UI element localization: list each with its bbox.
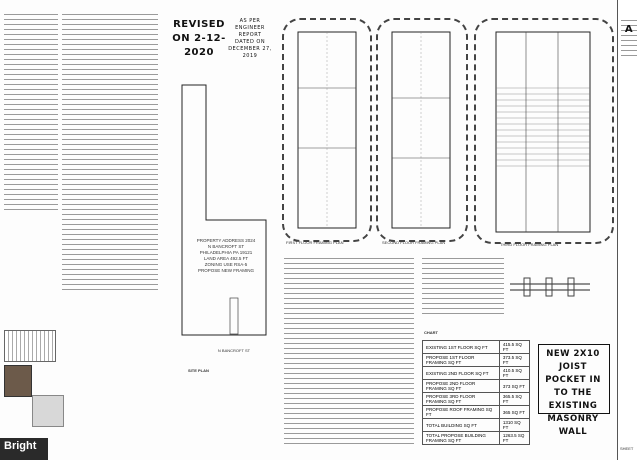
- watermark-logo: Bright: [0, 438, 48, 460]
- site-plan-drawing: [170, 80, 280, 380]
- first-floor-framing-plan: [292, 28, 362, 233]
- area-label-cell: TOTAL BUILDING SQ FT: [423, 419, 500, 432]
- street-elevation-sketch: [4, 330, 56, 362]
- location-map: [32, 395, 64, 427]
- area-value-cell: 373.5 SQ FT: [499, 354, 529, 367]
- area-value-cell: 365 SQ FT: [499, 406, 529, 419]
- revised-note: REVISED ON 2-12-2020: [172, 19, 226, 58]
- area-row: [423, 380, 530, 393]
- area-label-cell: EXISTING 1ST FLOOR SQ FT: [423, 341, 500, 354]
- area-row: [423, 393, 530, 406]
- area-chart-title: CHART: [424, 330, 438, 335]
- area-value-cell: 410.5 SQ FT: [499, 367, 529, 380]
- first-floor-plan-title: FIRST FLOOR FRAMING PLAN: [286, 240, 344, 245]
- area-label-cell: PROPOSE ROOF FRAMING SQ FT: [423, 406, 500, 419]
- area-label-cell: TOTAL PROPOSE BUILDING FRAMING SQ FT: [423, 432, 500, 445]
- joist-pocket-note: NEW 2X10 JOIST POCKET IN TO THE EXISTING MASONRY WALL: [545, 349, 601, 437]
- area-row: [423, 432, 530, 445]
- engineer-report-note: AS PER ENGINEER REPORT DATED ON DECEMBER 27, 2019: [228, 18, 272, 59]
- joist-pocket-detail: [506, 262, 594, 312]
- structural-notes-right: [422, 258, 504, 318]
- facade-photo: [4, 365, 32, 397]
- structural-notes: [284, 258, 414, 448]
- title-block: [617, 0, 640, 460]
- area-label-cell: EXISTING 2ND FLOOR SQ FT: [423, 367, 500, 380]
- street-label: N BANCROFT ST: [217, 348, 251, 353]
- second-floor-plan-title: SECOND FLOOR FRAMING PLAN: [382, 240, 446, 245]
- area-value-cell: 365.5 SQ FT: [499, 393, 529, 406]
- area-row: [423, 367, 530, 380]
- area-row: [423, 406, 530, 419]
- area-value-cell: 1263.5 SQ FT: [499, 432, 529, 445]
- area-value-cell: 1310 SQ FT: [499, 419, 529, 432]
- area-label-cell: PROPOSE 2ND FLOOR FRAMING SQ FT: [423, 380, 500, 393]
- site-plan-title: SITE PLAN: [188, 368, 209, 373]
- area-row: [423, 354, 530, 367]
- sheet-label: SHEET: [620, 446, 634, 451]
- area-label-cell: PROPOSE 3RD FLOOR FRAMING SQ FT: [423, 393, 500, 406]
- general-notes-left: [4, 14, 58, 214]
- property-info: PROPERTY ADDRESS 2024 N BANCROFT ST PHILADELPHIA PA 19121 LAND AREA 492.5 FT ZONING USE RSA-5 PROPOSE NEW FRAMING: [196, 238, 256, 273]
- area-row: [423, 419, 530, 432]
- area-value-cell: 415.5 SQ FT: [499, 341, 529, 354]
- general-notes-center: [62, 14, 158, 294]
- area-value-cell: 373 SQ FT: [499, 380, 529, 393]
- third-floor-framing-plan: [486, 28, 600, 238]
- second-floor-framing-plan: [386, 28, 456, 233]
- sheet-letter: A: [624, 24, 634, 35]
- area-chart-table: [422, 340, 530, 445]
- third-floor-plan-title: THIRD FLOOR FRAMING PLAN: [500, 242, 559, 247]
- area-label-cell: PROPOSE 1ST FLOOR FRAMING SQ FT: [423, 354, 500, 367]
- area-row: [423, 341, 530, 354]
